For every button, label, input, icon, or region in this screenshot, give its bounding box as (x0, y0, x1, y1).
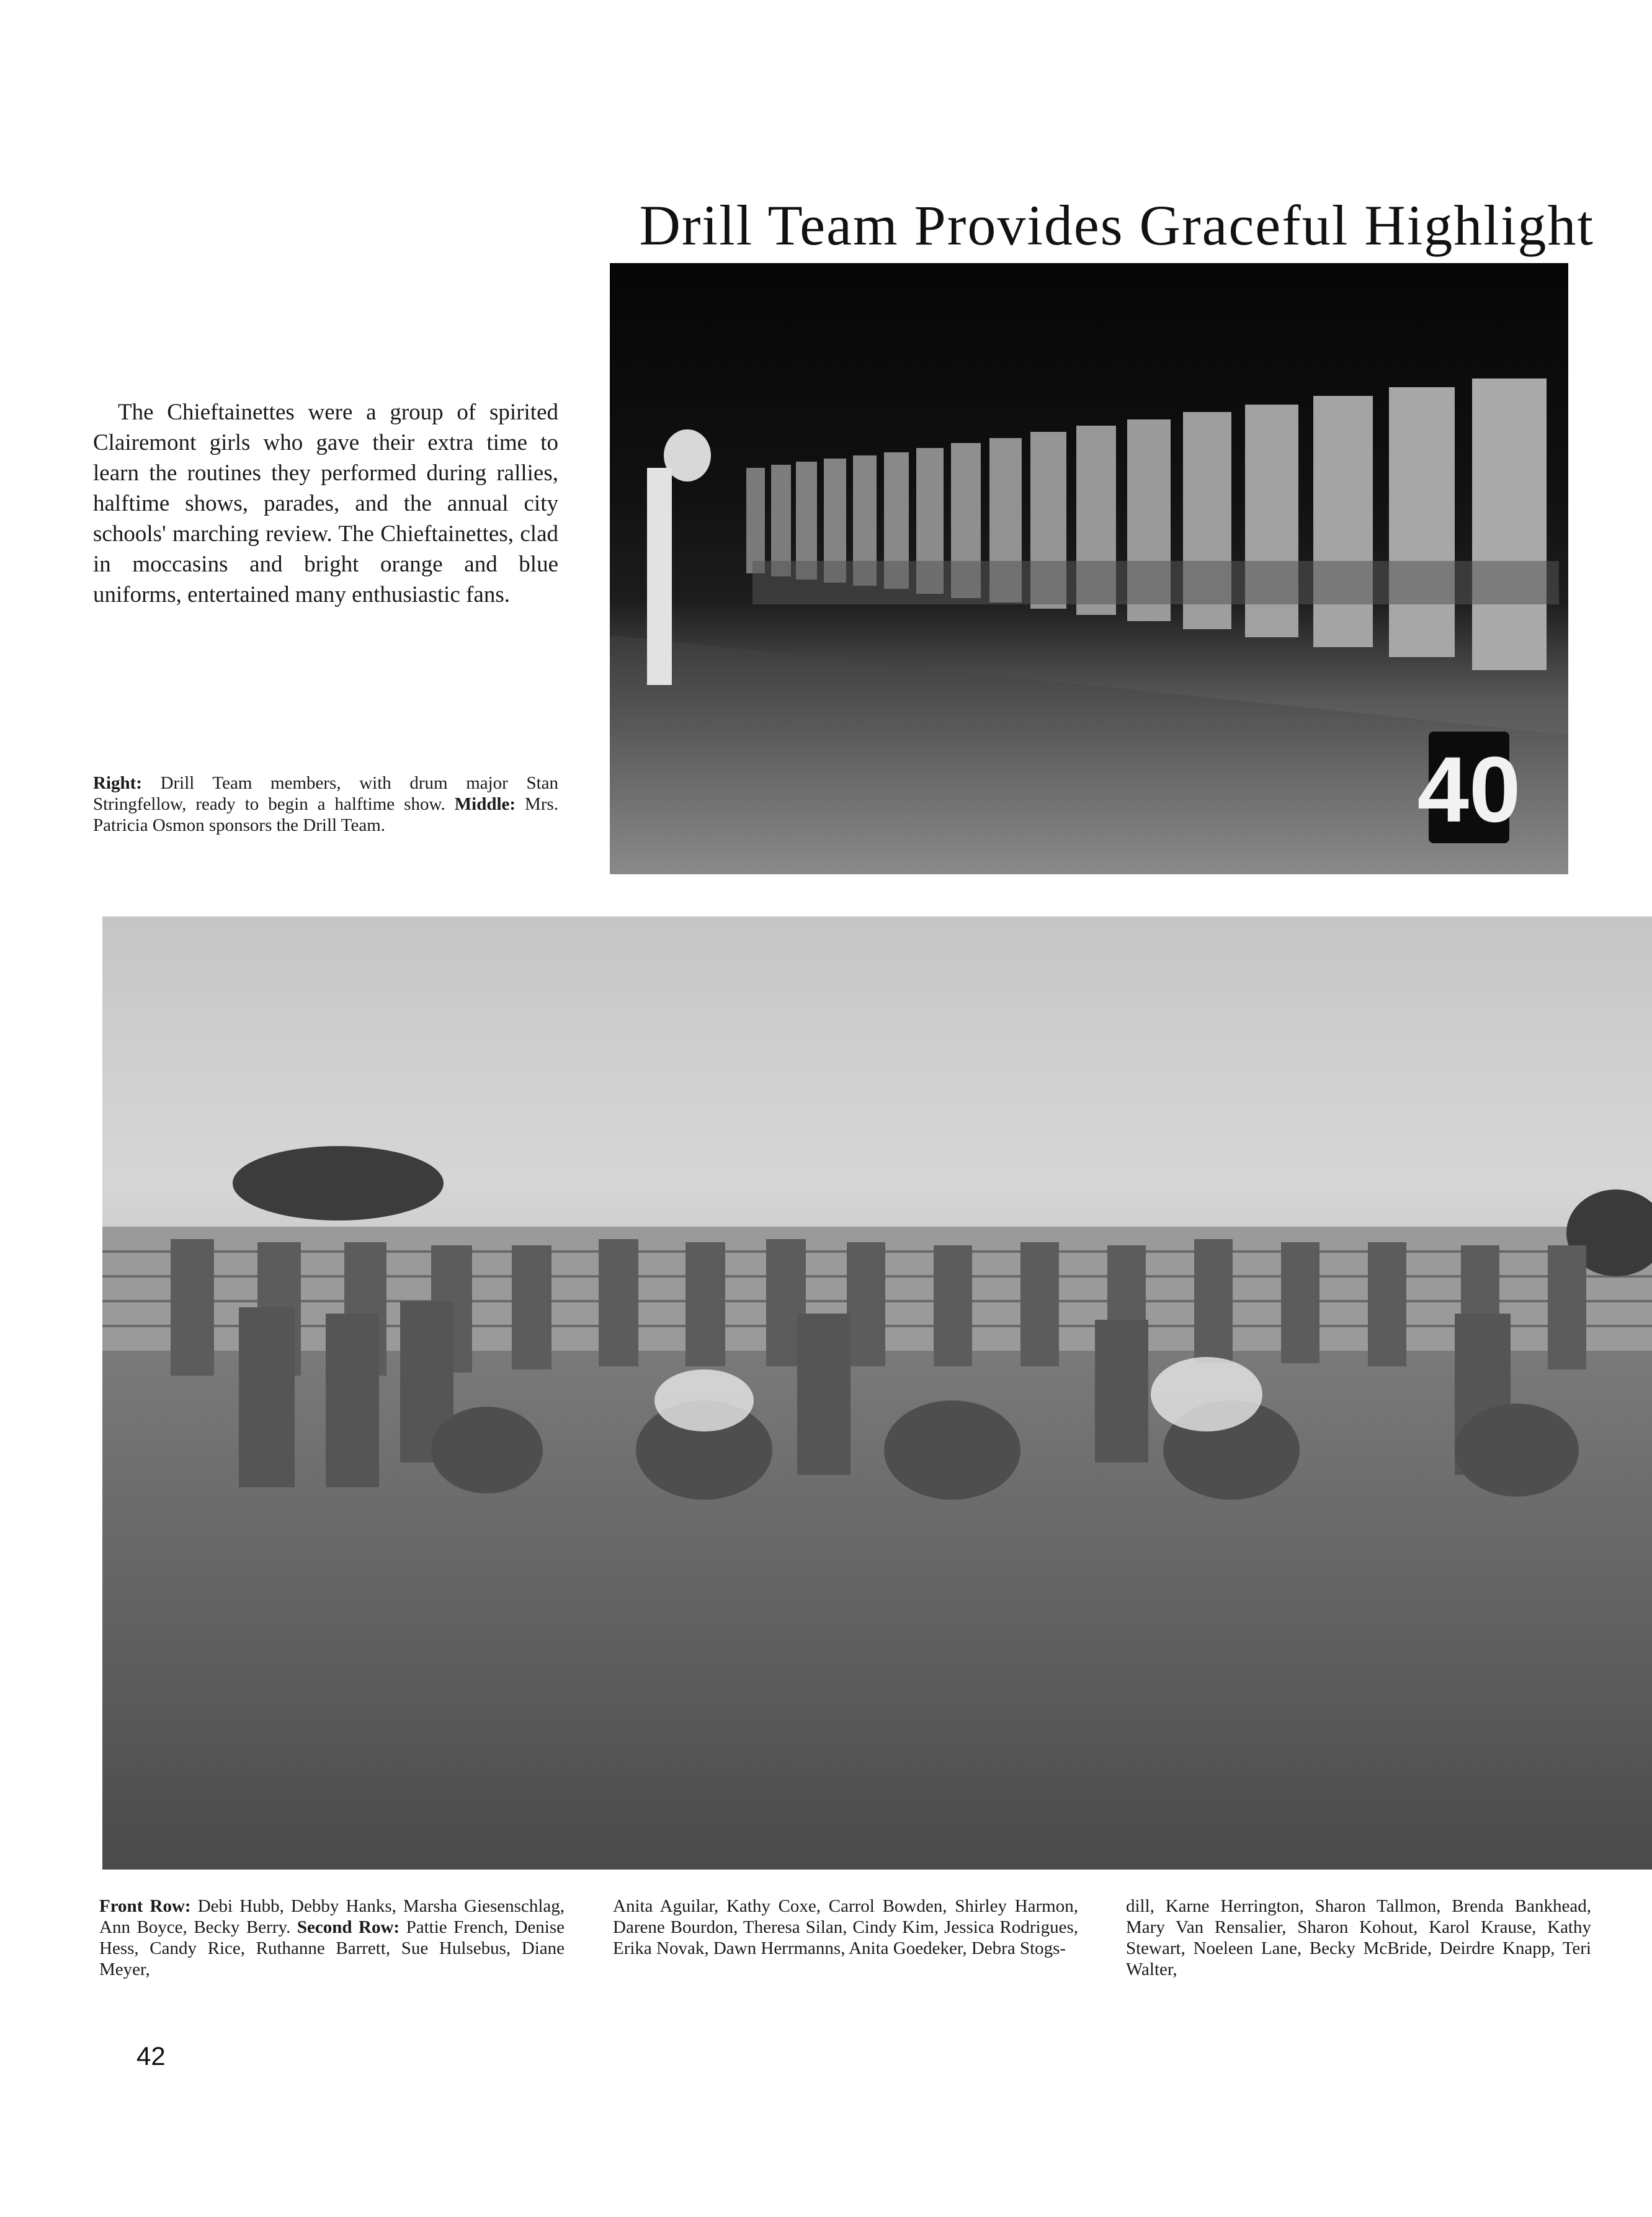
front-row-label: Front Row: (99, 1896, 191, 1916)
caption-middle-label: Middle: (454, 794, 516, 814)
roster-names-2: Anita Aguilar, Kathy Coxe, Carrol Bowden, Shirley Harmon, Darene Bourdon, Theresa Silan, Cindy Kim, Jessica Rodrigues, Erika Novak, Dawn Herrmanns, Anita Goedeker, Debra Stogs- (613, 1896, 1078, 1958)
night-photo-drawing (610, 263, 1568, 874)
front-row-names: Debi Hubb, Debby Hanks, Marsha Giesenschlag, Ann Boyce, Becky Berry. (99, 1896, 565, 1937)
caption-right-label: Right: (93, 773, 142, 793)
caption-middle-text: Mrs. Patricia Osmon sponsors the Drill Team. (93, 794, 559, 835)
group-photo-drawing (102, 916, 1652, 1870)
second-row-label: Second Row: (297, 1917, 400, 1937)
intro-paragraph (93, 397, 558, 610)
top-photo-caption (93, 773, 558, 836)
roster-names-3: dill, Karne Herrington, Sharon Tallmon, Brenda Bankhead, Mary Van Rensalier, Sharon Kohout, Karol Krause, Kathy Stewart, Noeleen Lane, Becky McBride, Deirdre Knapp, Teri Walter, (1126, 1896, 1591, 1979)
drill-team-night-photo (610, 263, 1568, 874)
roster-column-2 (613, 1896, 1078, 1959)
page-number: 42 (136, 2041, 166, 2071)
intro-text: The Chieftainettes were a group of spirited Clairemont girls who gave their extra time to learn the routines they performed during rallies, halftime shows, parades, and the annual city schools' marching review. The Chieftainettes, clad in moccasins and bright orange and blue uniforms, entertained many enthusiastic fans. (93, 400, 558, 607)
page-title: Drill Team Provides Graceful Highlight (639, 193, 1594, 257)
second-row-names: Pattie French, Denise Hess, Candy Rice, Ruthanne Barrett, Sue Hulsebus, Diane Meyer, (99, 1917, 565, 1979)
drill-team-group-photo (102, 916, 1652, 1870)
roster-column-1 (99, 1896, 565, 1980)
caption-right-text: Drill Team members, with drum major Stan Stringfellow, ready to begin a halftime show. (93, 773, 559, 814)
yard-marker-text: 40 (1417, 737, 1521, 841)
roster-column-3 (1126, 1896, 1591, 1980)
